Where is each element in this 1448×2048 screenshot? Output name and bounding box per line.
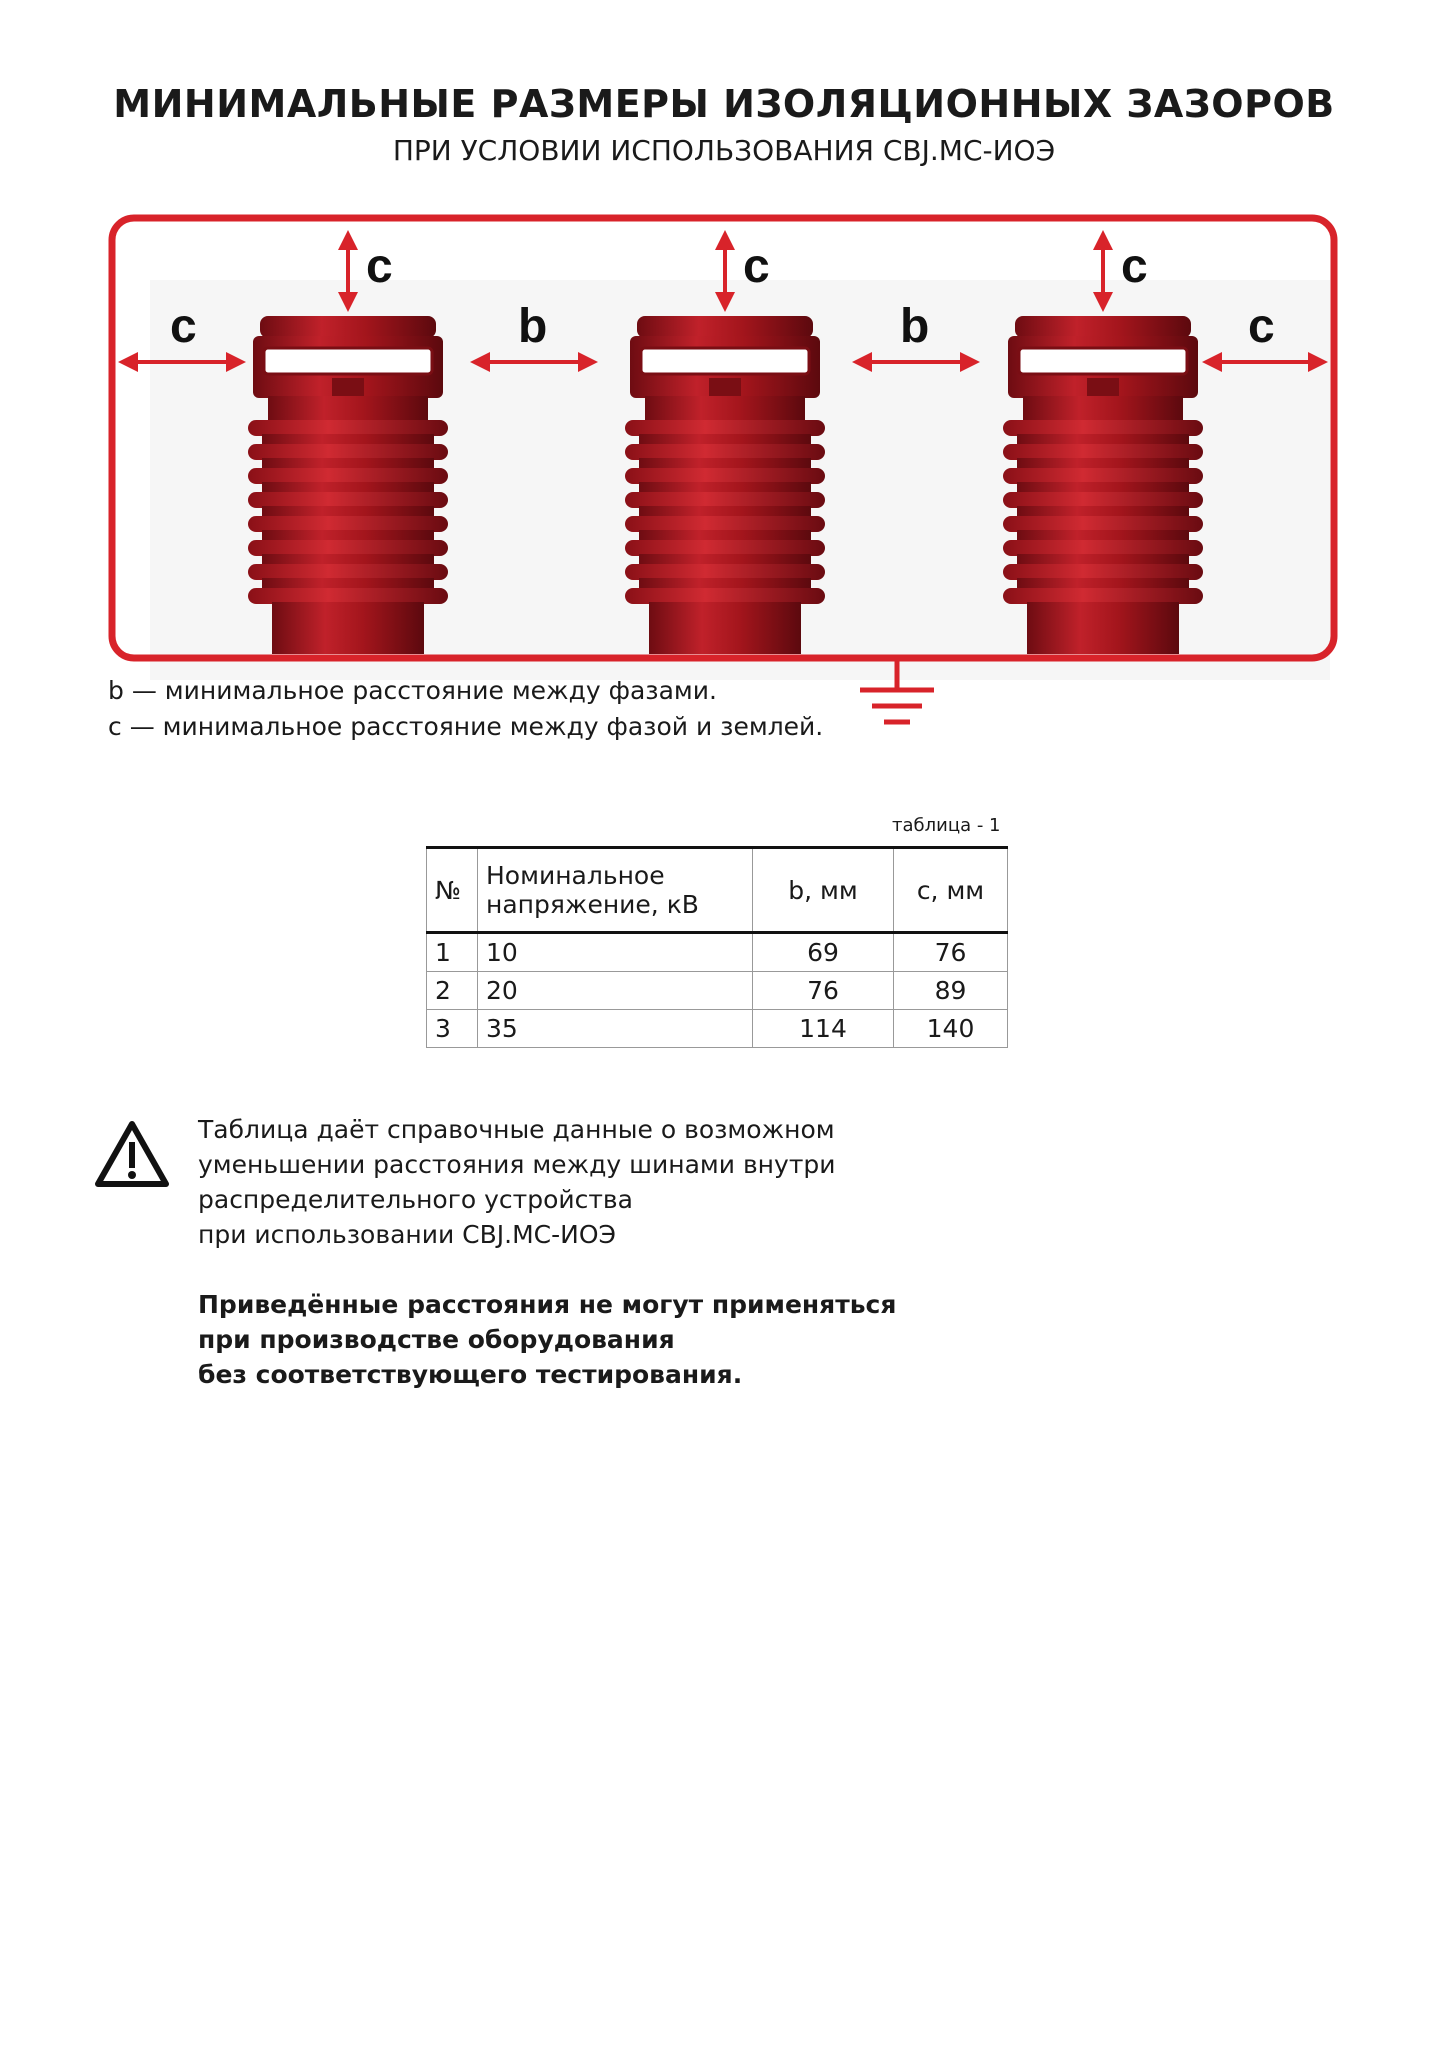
note-bold-line: без соответствующего тестирования. [198, 1360, 743, 1389]
header-number: № [427, 848, 478, 933]
cell-c: 76 [894, 933, 1008, 972]
table-row [427, 933, 1008, 972]
table-header-row [427, 848, 1008, 933]
cell-c: 89 [894, 972, 1008, 1010]
cell-voltage: 10 [478, 933, 753, 972]
label-c-right: c [1248, 300, 1275, 353]
warning-note [198, 1112, 896, 1392]
warning-icon [94, 1120, 170, 1188]
label-c-top-2: c [743, 240, 770, 293]
insulator-3 [1003, 316, 1203, 654]
clearance-table [426, 846, 1008, 1048]
label-b-2: b [900, 300, 930, 353]
label-c-top-1: c [366, 240, 393, 293]
table-caption: таблица - 1 [892, 815, 1001, 836]
cell-b: 69 [753, 933, 894, 972]
legend-c: c — минимальное расстояние между фазой и землей. [108, 712, 824, 741]
legend-b: b — минимальное расстояние между фазами. [108, 676, 717, 705]
page-title: МИНИМАЛЬНЫЕ РАЗМЕРЫ ИЗОЛЯЦИОННЫХ ЗАЗОРОВ [113, 82, 1335, 126]
header-voltage: Номинальное напряжение, кВ [478, 848, 753, 933]
label-c-left: c [170, 300, 197, 353]
cell-b: 114 [753, 1010, 894, 1048]
note-line: Таблица даёт справочные данные о возможном [198, 1115, 835, 1144]
note-bold-line: при производстве оборудования [198, 1325, 675, 1354]
note-line: при использовании CBJ.MC-ИОЭ [198, 1220, 616, 1249]
cell-number: 3 [427, 1010, 478, 1048]
note-line: уменьшении расстояния между шинами внутри [198, 1150, 836, 1179]
insulator-2 [625, 316, 825, 654]
label-c-top-3: c [1121, 240, 1148, 293]
cell-voltage: 35 [478, 1010, 753, 1048]
page-subtitle: ПРИ УСЛОВИИ ИСПОЛЬЗОВАНИЯ CBJ.MC-ИОЭ [392, 134, 1056, 167]
table-row [427, 1010, 1008, 1048]
cell-number: 2 [427, 972, 478, 1010]
cell-voltage: 20 [478, 972, 753, 1010]
cell-number: 1 [427, 933, 478, 972]
header-b: b, мм [753, 848, 894, 933]
cell-c: 140 [894, 1010, 1008, 1048]
note-bold-line: Приведённые расстояния не могут применяться [198, 1290, 897, 1319]
label-b-1: b [518, 300, 548, 353]
table-row [427, 972, 1008, 1010]
header-c: c, мм [894, 848, 1008, 933]
insulator-1 [248, 316, 448, 654]
note-line: распределительного устройства [198, 1185, 633, 1214]
cell-b: 76 [753, 972, 894, 1010]
